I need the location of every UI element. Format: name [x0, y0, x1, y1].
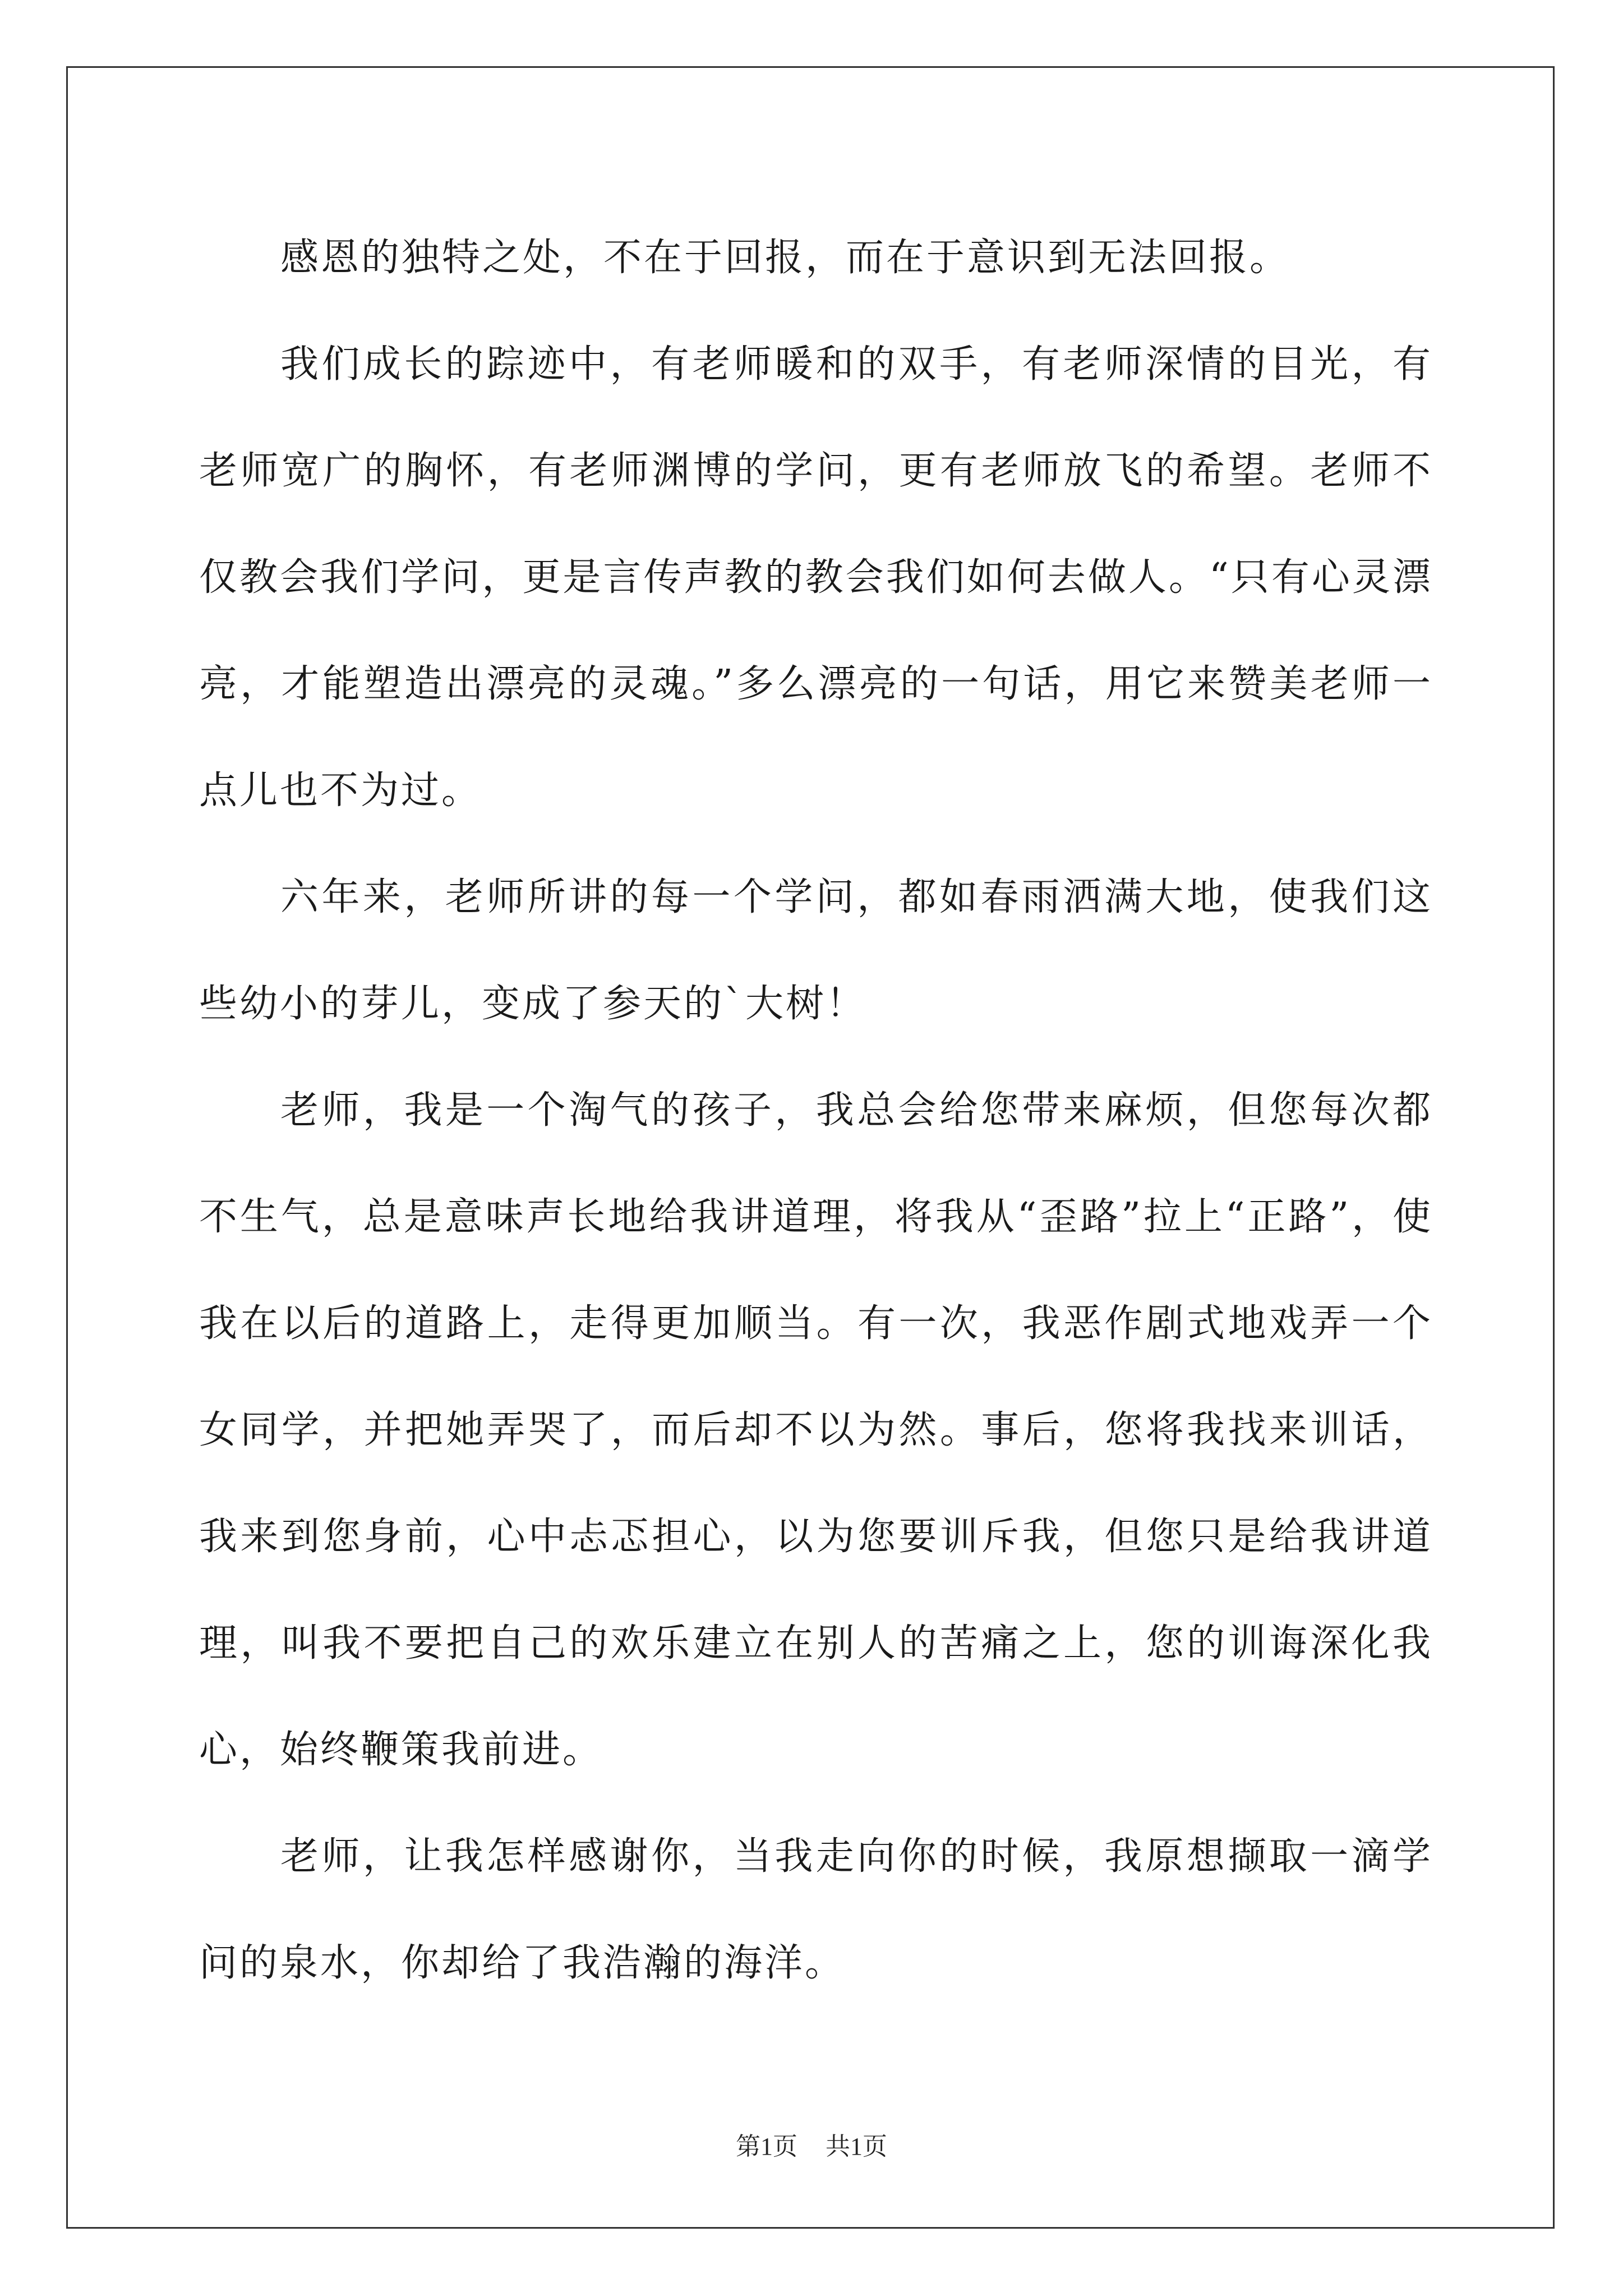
page-footer — [0, 2126, 1623, 2162]
page-total: 共1页 — [826, 2133, 887, 2160]
paragraph: 感恩的独特之处，不在于回报，而在于意识到无法回报。 — [280, 236, 1290, 280]
page-number: 第1页 — [736, 2133, 797, 2160]
paragraph: 六年来，老师所讲的每一个学问，都如春雨洒满大地，使我们这些幼小的芽儿，变成了参天的`大树！ — [199, 875, 1433, 1026]
paragraph: 老师，我是一个淘气的孩子，我总会给您带来麻烦，但您每次都不生气，总是意味声长地给我讲道理，将我从“歪路”拉上“正路”，使我在以后的道路上，走得更加顺当。有一次，我恶作剧式地戏弄一个女同学，并把她弄哭了，而后却不以为然。事后，您将我找来训话，我来到您身前，心中忐忑担心，以为您要训斥我，但您只是给我讲道理，叫我不要把自己的欢乐建立在别人的苦痛之上，您的训诲深化我心，始终鞭策我前进。 — [199, 1088, 1433, 1772]
paragraph: 我们成长的踪迹中，有老师暖和的双手，有老师深情的目光，有老师宽广的胸怀，有老师渊博的学问，更有老师放飞的希望。老师不仅教会我们学问，更是言传声教的教会我们如何去做人。“只有心灵漂亮，才能塑造出漂亮的灵魂。”多么漂亮的一句话，用它来赞美老师一点儿也不为过。 — [199, 342, 1433, 813]
paragraph: 老师，让我怎样感谢你，当我走向你的时候，我原想撷取一滴学问的泉水，你却给了我浩瀚的海洋。 — [199, 1834, 1433, 1985]
document-body — [199, 205, 1433, 2017]
